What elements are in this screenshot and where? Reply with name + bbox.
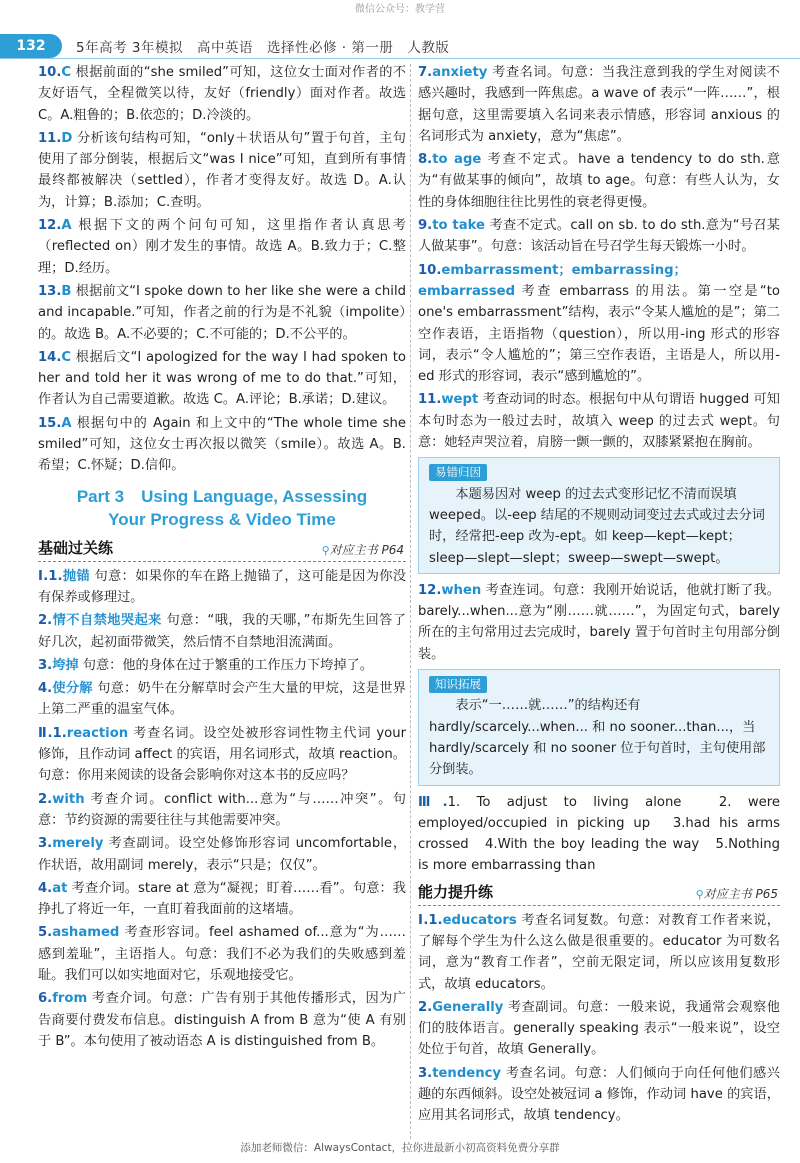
item-answer: when <box>441 582 482 598</box>
item-number: 14. <box>38 349 62 365</box>
item-number: 10. <box>38 65 62 80</box>
section-advanced <box>418 881 780 906</box>
item-explanation: 根据下文的两个问句可知，这里指作者认真思考（reflected on）刚才发生的事情。故选 A。B.致力于；C.整理；D.经历。 <box>38 218 406 276</box>
item-explanation: 考查不定式。have a tendency to do sth.意为“有做某事的倾向”，故填 to age。句意：有些人认为，女性的身体细胞往往比男性的衰老得更慢。 <box>418 152 780 210</box>
item-number: 3. <box>38 836 53 852</box>
item-number: 4. <box>38 880 53 896</box>
item-explanation: 考查不定式。call on sb. to do sth.意为“号召某人做某事”。句意：该活动旨在号召学生每天锻炼一小时。 <box>418 218 780 255</box>
item-number: Ⅰ.1. <box>418 912 443 928</box>
answer-item <box>38 215 406 279</box>
item-explanation: 考查副词。设空处修饰形容词 uncomfortable，作状语，故用副词 merely，表示“只是；仅仅”。 <box>38 836 406 873</box>
answer-item <box>38 833 406 876</box>
footer: 添加老师微信：AlwaysContact，拉你进最新小初高资料免费分享群 <box>240 1142 560 1154</box>
item-number: 3. <box>38 657 53 673</box>
answer-item <box>38 281 406 345</box>
item-explanation: 考查名词。设空处被形容词性物主代词 your 修饰，且作动词 affect 的宾语，用名词形式，故填 reaction。句意：你用来阅读的设备会影响你对这本书的反应吗？ <box>38 725 406 784</box>
answer-item <box>418 389 780 453</box>
tip-box-extension <box>418 669 780 785</box>
item-answer: 使分解 <box>52 681 93 697</box>
item-explanation: 根据前面的“she smiled”可知，这位女士面对作者的不友好语气，全程微笑以待，友好（friendly）面对作者。故选 C。A.粗鲁的；B.依恋的；D.冷淡的。 <box>38 65 406 123</box>
item-answer: ashamed <box>52 925 120 941</box>
item-explanation: 考查形容词。feel ashamed of...意为“为……感到羞耻”，主语指人。句意：我们不必为我们的失败感到羞耻。我们可以如实地面对它，乐观地接受它。 <box>38 925 406 983</box>
item-explanation: 根据前文“I spoke down to her like she were a child and incapable.”可知，作者之前的行为是不礼貌（impolite）的。故选 B。A.不必要的；C.不可能的；D.不公平的。 <box>38 283 406 342</box>
answer-item <box>38 62 406 126</box>
page-number: 132 <box>0 34 62 58</box>
item-answer: A <box>61 415 72 431</box>
answer-item <box>418 580 780 665</box>
watermark: 微信公众号：教学营 <box>355 4 445 15</box>
item-explanation: 考查介词。句意：广告有别于其他传播形式，因为广告商要付费发布信息。distinguish A from B 意为“使 A 有别于 B”。本句使用了被动语态 A is distinguished from B。 <box>38 991 406 1049</box>
item-number: 13. <box>38 283 62 299</box>
item-explanation: 考查名词。句意：当我注意到我的学生对阅读不感兴趣时，我感到一阵焦虑。a wave of 表示“一阵……”，根据句意，这里需要填入名词来表示情感，形容词 anxious 的名词形式为 anxiety，意为“焦虑”。 <box>418 65 780 144</box>
item-number: 10. <box>418 262 442 278</box>
section-ref: ⚲对应主书 P64 <box>322 540 404 561</box>
item-number: 11. <box>38 130 62 146</box>
answer-item <box>418 910 780 995</box>
item-answer: to age <box>432 152 482 168</box>
item-number: 12. <box>38 218 62 234</box>
item-number: 4. <box>38 681 53 697</box>
item-number: 15. <box>38 415 62 431</box>
column-divider <box>410 64 411 1139</box>
item-answer: Generally <box>432 999 504 1015</box>
item-number: 9. <box>418 218 433 234</box>
section-ref: ⚲对应主书 P65 <box>696 884 778 905</box>
tip-box-mistake <box>418 457 780 573</box>
item-answer: 情不自禁地哭起来 <box>52 613 162 629</box>
answer-item <box>38 128 406 213</box>
item-answer: anxiety <box>432 65 488 80</box>
header-rule <box>0 58 800 59</box>
right-column <box>418 62 780 1129</box>
item-explanation: 考查连词。句意：我刚开始说话，他就打断了我。barely...when...意为“刚……就……”，为固定句式，barely 所在的主句常用过去完成时，barely 置于句首时主句用部分倒装。 <box>418 582 780 662</box>
part-title-line-1: Part 3 Using Language, Assessing <box>76 486 368 506</box>
header-title: 5年高考 3年模拟 高中英语 选择性必修 · 第一册 人教版 <box>76 40 450 56</box>
search-icon: ⚲ <box>321 543 330 557</box>
box-tag: 易错归因 <box>429 464 487 481</box>
section-title: 基础过关练 <box>38 538 114 557</box>
section-basic <box>38 537 406 562</box>
item-number: 2. <box>38 613 53 629</box>
item-number: 3. <box>418 1065 433 1081</box>
item-answer: 抛锚 <box>62 568 90 584</box>
answer-item <box>418 997 780 1061</box>
item-number: Ⅰ.1. <box>38 568 63 584</box>
item-answer: tendency <box>432 1065 502 1081</box>
item-explanation: 分析该句结构可知，“only＋状语从句”置于句首，主句使用了部分倒装，根据后文“was I nice”可知，直到所有事情最终都被解决（settled），作者才变得友好。故选 D。A.认为，计算；B.添加；C.查明。 <box>38 130 406 210</box>
part-title <box>38 485 406 531</box>
box-tag: 知识拓展 <box>429 676 487 693</box>
item-answer: from <box>52 991 88 1007</box>
item-answer: wept <box>441 392 479 408</box>
item-number: 2. <box>38 791 53 807</box>
search-icon: ⚲ <box>695 887 704 901</box>
item-answer: B <box>61 283 72 299</box>
item-number: 12. <box>418 582 442 598</box>
item-answer: C <box>61 349 72 365</box>
left-column <box>38 62 406 1054</box>
item-answer: C <box>61 65 72 80</box>
item-answer: A <box>61 218 72 234</box>
item-answer: at <box>52 880 68 896</box>
answer-item <box>38 789 406 832</box>
item-number: 6. <box>38 991 53 1007</box>
item-explanation: 考查动词的时态。根据句中从句谓语 hugged 可知本句时态为一般过去时，故填入 weep 的过去式 wept。句意：她轻声哭泣着，肩膀一颤一颤的，双膝紧紧抱在胸前。 <box>418 392 780 451</box>
section-title: 能力提升练 <box>418 882 494 901</box>
item-explanation: 句意：“哦，我的天哪，”布斯先生回答了好几次，起初面带微笑，然后情不自禁地泪流满面。 <box>38 613 406 650</box>
item-number: 2. <box>418 999 433 1015</box>
item-explanation: 句意：如果你的车在路上抛锚了，这可能是因为你没有保养或修理过。 <box>38 568 407 605</box>
answer-item <box>38 723 406 787</box>
item-explanation: 考查名词复数。句意：对教育工作者来说，了解每个学生为什么这么做是很重要的。educator 为可数名词，意为“教育工作者”，空前无限定词，所以应该用复数形式，故填 educators。 <box>418 912 780 992</box>
item-number: 7. <box>418 65 433 80</box>
answer-item <box>38 678 406 721</box>
item-number: Ⅱ.1. <box>38 725 67 741</box>
answer-item <box>418 260 780 388</box>
box-text: 表示“一……就……”的结构还有 hardly/scarcely...when... 和 no sooner...than...，当 hardly/scarcely 和 no sooner 位于句首时，主句使用部分倒装。 <box>429 698 766 778</box>
answer-item <box>38 878 406 921</box>
answer-item <box>38 655 406 676</box>
answer-item <box>38 610 406 653</box>
part-title-line-2: Your Progress & Video Time <box>108 509 336 529</box>
page-header <box>0 34 800 58</box>
item-explanation: 根据后文“I apologized for the way I had spoken to her and told her it was wrong of me to do that.”可知，作者认为自己需要道歉。故选 C。A.评论；B.承诺；D.建议。 <box>38 349 406 408</box>
answer-item <box>38 922 406 986</box>
box-text: 本题易因对 weep 的过去式变形记忆不清而误填 weeped。以-eep 结尾的不规则动词变过去式或过去分词时，经常把-eep 改为-ept。如 keep—kept—kept；sleep—slept—slept；sweep—swept—swept。 <box>429 486 765 566</box>
item-answer: to take <box>432 218 485 234</box>
item-answer: with <box>52 791 85 807</box>
item-number: 8. <box>418 152 433 168</box>
list-item: Ⅲ.1. To adjust to living alone 2. were employed/occupied in picking up 3.had his arms crossed 4.With the boy leading the way 5.Nothing is more embarrassing than <box>418 794 780 874</box>
answer-item <box>418 62 780 147</box>
answer-item <box>38 566 406 609</box>
item-explanation: 句意：他的身体在过于繁重的工作压力下垮掉了。 <box>78 657 373 673</box>
answer-item <box>418 215 780 258</box>
item-answer: 垮掉 <box>52 657 79 673</box>
item-explanation: 根据句中的 Again 和上文中的“The whole time she smiled”可知，这位女士再次报以微笑（smile）。故选 A。B.希望；C.怀疑；D.信仰。 <box>38 415 406 474</box>
item-explanation: 考查名词。句意：人们倾向于向任何他们感兴趣的东西倾斜。设空处被冠词 a 修饰，作动词 have 的宾语，应用其名词形式，故填 tendency。 <box>418 1065 780 1124</box>
item-explanation: 考查 embarrass 的用法。第一空是“to one's embarrassment”结构，表示“令某人尴尬的是”；第二空作表语，主语指物（question），所以用-ing 形式的形容词，表示“令人尴尬的”；第三空作表语，主语是人，所以用-ed 形式的形容词，表示“感到尴尬的”。 <box>418 283 780 385</box>
answer-item <box>418 149 780 213</box>
item-explanation: 考查介词。conflict with...意为“与……冲突”。句意：节约资源的需要往往与其他需要冲突。 <box>38 791 406 828</box>
item-explanation: 考查介词。stare at 意为“凝视；盯着……看”。句意：我挣扎了将近一年，一直盯着我面前的这堵墙。 <box>38 880 406 918</box>
answer-item <box>38 347 406 411</box>
item-answer: merely <box>52 836 104 852</box>
item-explanation: 句意：奶牛在分解草时会产生大量的甲烷，这是世界上第二严重的温室气体。 <box>38 681 406 718</box>
answer-item <box>418 1063 780 1127</box>
item-answer: D <box>61 130 73 146</box>
item-answer: educators <box>442 912 517 928</box>
item-answer: reaction <box>66 725 129 741</box>
item-explanation: 考查副词。句意：一般来说，我通常会观察他们的肢体语言。generally speaking 表示“一般来说”，设空处位于句首，故填 Generally。 <box>418 999 780 1058</box>
item-answer: embarrassment；embarrassing；embarrassed <box>418 262 687 299</box>
item-number: 5. <box>38 925 53 941</box>
answer-item <box>38 413 406 477</box>
answer-item <box>38 988 406 1052</box>
item-number: 11. <box>418 392 442 408</box>
